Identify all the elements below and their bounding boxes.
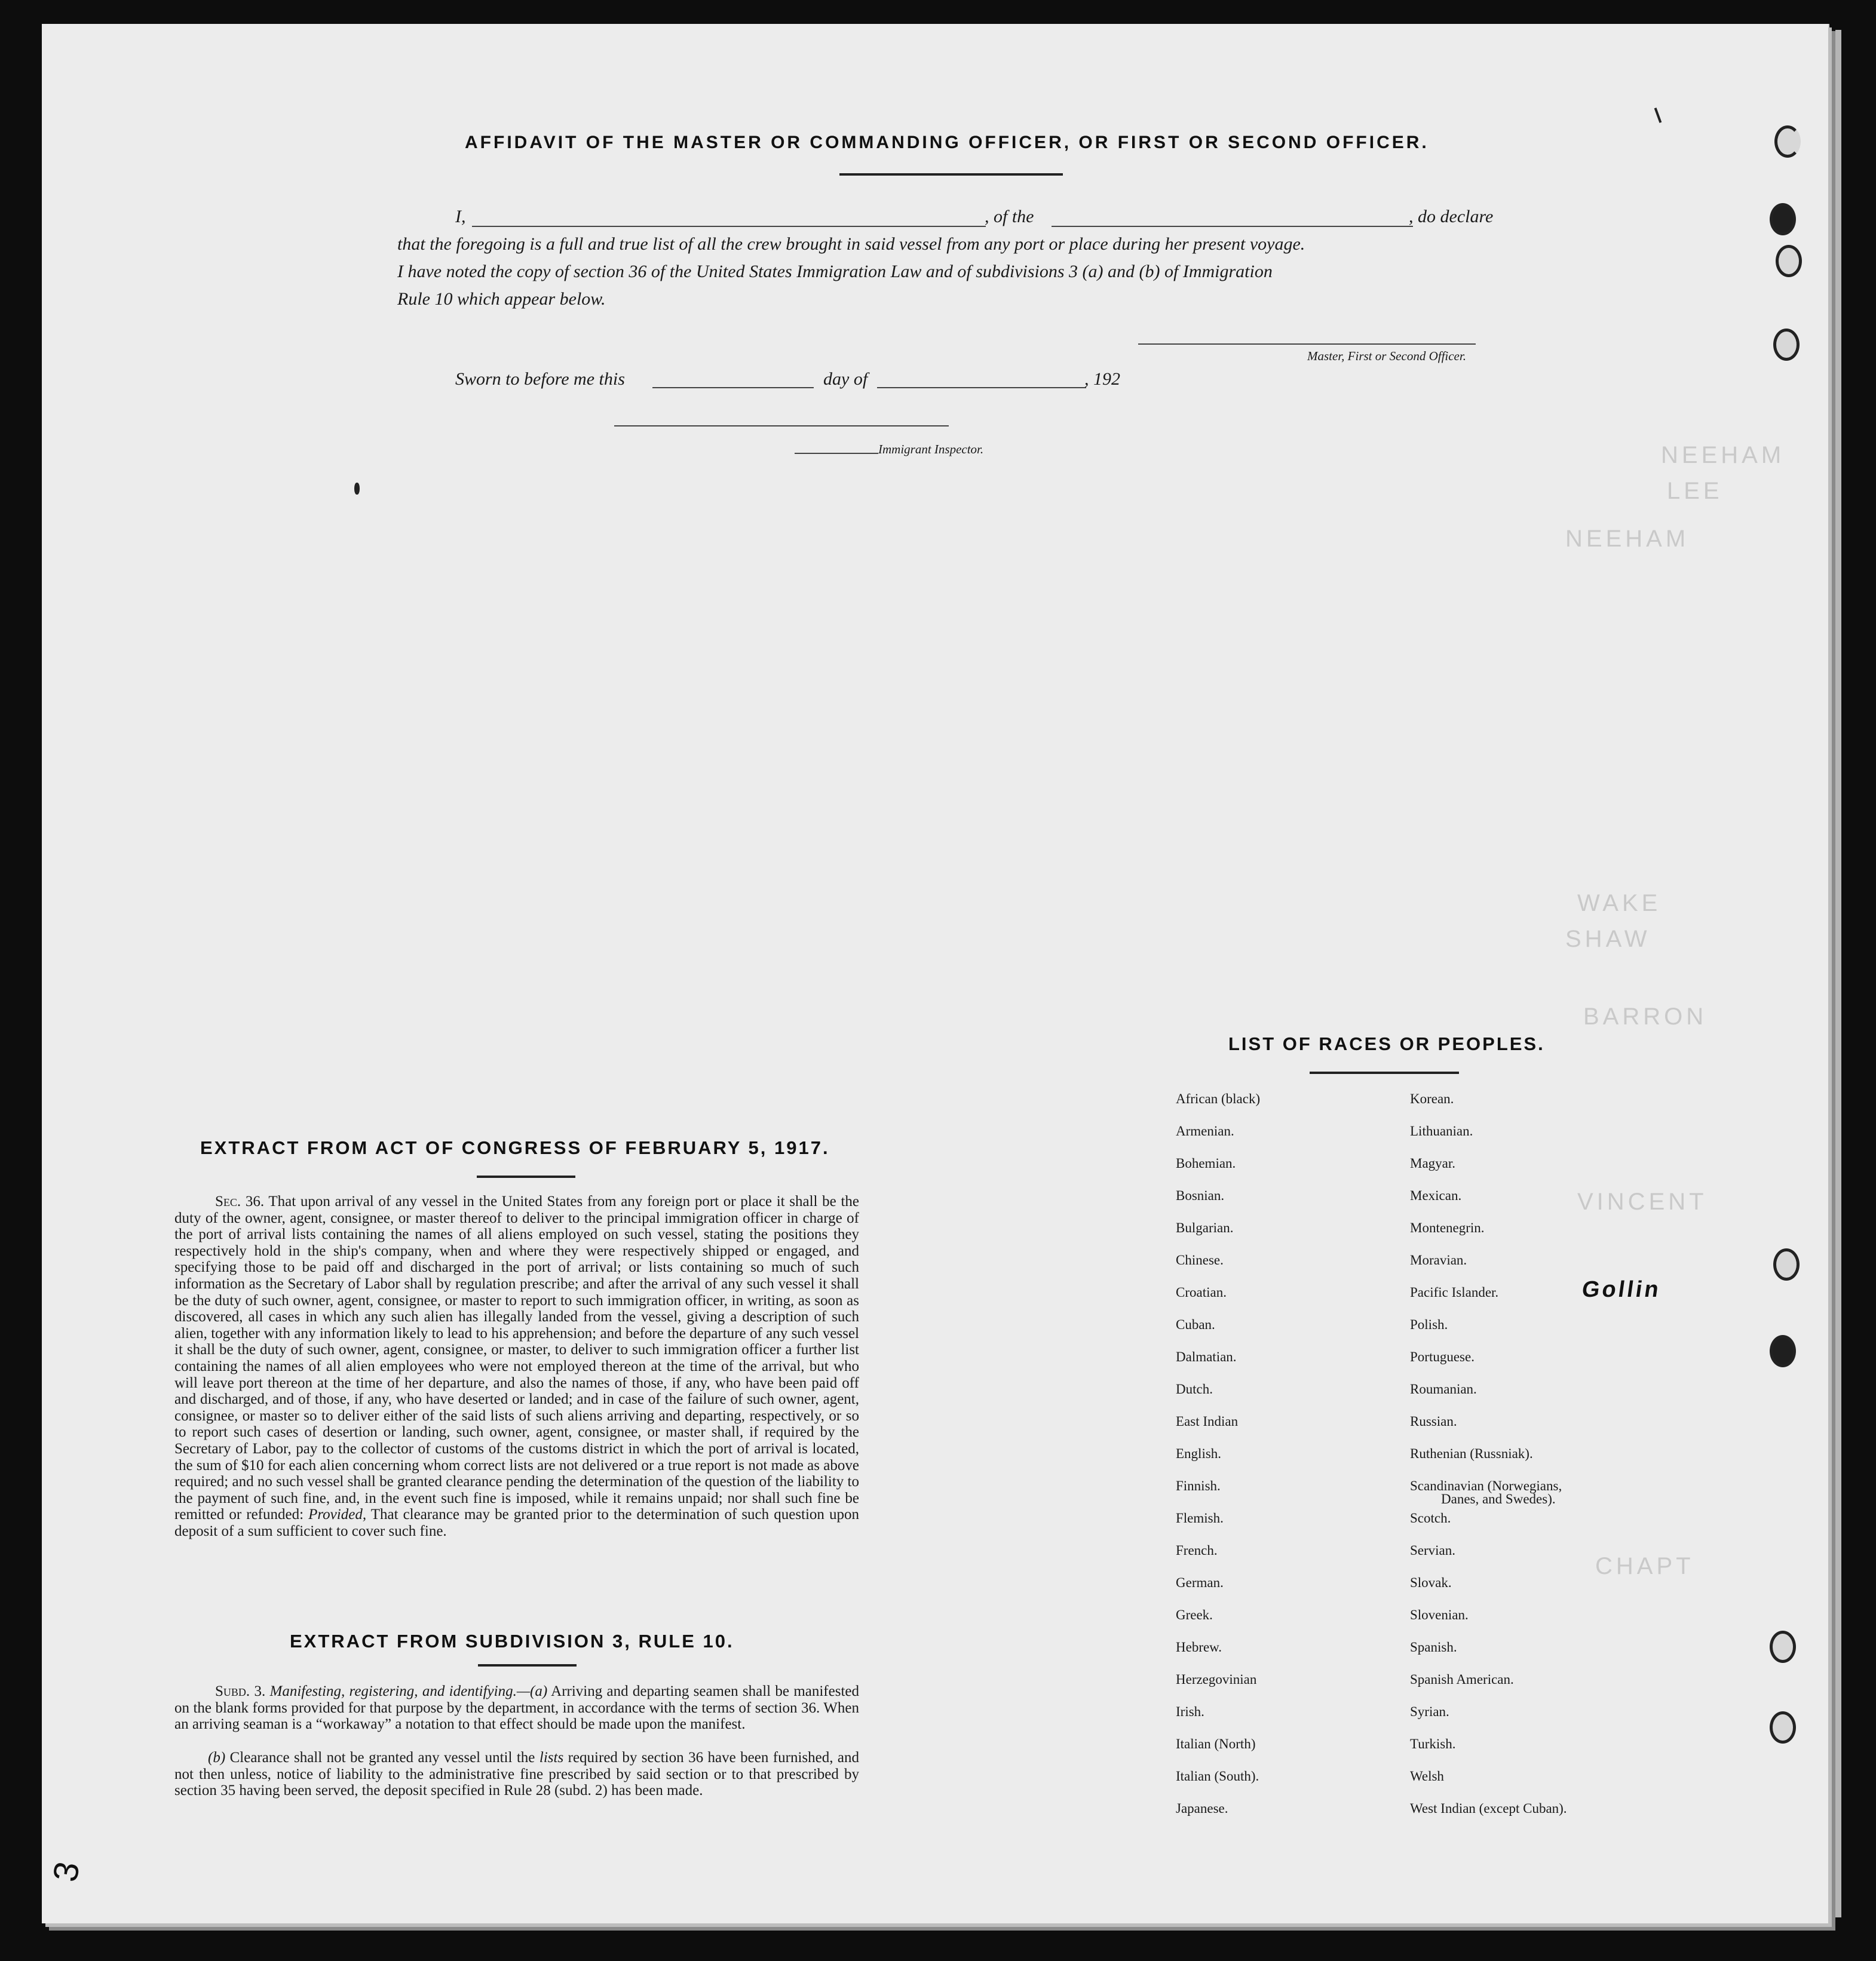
punch-hole xyxy=(1774,125,1801,158)
punch-hole xyxy=(1770,1711,1796,1744)
race-item: Dalmatian. xyxy=(1176,1349,1237,1364)
act-body-part-2: That clearance may be granted prior to the determination of such question upon deposit of a sum sufficient to cover such fine. xyxy=(174,1506,859,1539)
race-item: West Indian (except Cuban). xyxy=(1410,1801,1567,1816)
bleed-through-text: NEEHAM xyxy=(1565,526,1690,552)
punch-hole xyxy=(1776,245,1802,277)
blank-line-day xyxy=(652,387,814,388)
bleed-through-text: NEEHAM xyxy=(1661,442,1785,468)
race-item: Roumanian. xyxy=(1410,1382,1477,1397)
rule-subd-a-text xyxy=(174,1683,859,1733)
race-item: Pacific Islander. xyxy=(1410,1285,1499,1300)
affidavit-line-3: I have noted the copy of section 36 of the United States Immigration Law and of subdivisions 3 (a) and (b) of Immigration xyxy=(397,262,1273,281)
bleed-through-text: LEE xyxy=(1667,478,1723,504)
race-item: Japanese. xyxy=(1176,1801,1228,1816)
race-item: Magyar. xyxy=(1410,1156,1456,1171)
rule-b-lists: lists xyxy=(539,1750,564,1766)
race-item: Ruthenian (Russniak). xyxy=(1410,1446,1533,1461)
race-item: English. xyxy=(1176,1446,1222,1461)
race-item: Italian (South). xyxy=(1176,1769,1259,1784)
race-item: Slovenian. xyxy=(1410,1607,1469,1622)
race-item: Bulgarian. xyxy=(1176,1220,1234,1235)
race-item: German. xyxy=(1176,1575,1224,1590)
inspector-lead-line xyxy=(795,453,878,454)
race-item: Hebrew. xyxy=(1176,1640,1222,1655)
race-item: Montenegrin. xyxy=(1410,1220,1485,1235)
bleed-through-text: VINCENT xyxy=(1577,1189,1708,1215)
affidavit-line-2: that the foregoing is a full and true list of all the crew brought in said vessel from any port or place during her present voyage. xyxy=(397,234,1305,254)
race-item: Greek. xyxy=(1176,1607,1213,1622)
race-item: Moravian. xyxy=(1410,1253,1467,1268)
race-item: African (black) xyxy=(1176,1091,1261,1106)
race-item: Finnish. xyxy=(1176,1478,1221,1493)
race-item: Mexican. xyxy=(1410,1188,1462,1203)
race-scandinavian-continued: Danes, and Swedes). xyxy=(1441,1492,1556,1506)
race-item: Scotch. xyxy=(1410,1511,1451,1526)
punch-hole xyxy=(1773,1248,1800,1281)
race-item: Cuban. xyxy=(1176,1317,1215,1332)
affidavit-heading: AFFIDAVIT OF THE MASTER OR COMMANDING OFFICER, OR FIRST OR SECOND OFFICER. xyxy=(465,133,1429,152)
race-item: Welsh xyxy=(1410,1769,1444,1784)
race-item: Chinese. xyxy=(1176,1253,1224,1268)
inspector-signature-line xyxy=(614,425,949,426)
affidavit-line-4: Rule 10 which appear below. xyxy=(397,289,606,309)
race-item: Servian. xyxy=(1410,1543,1456,1558)
rule-heading-underline xyxy=(478,1664,577,1667)
race-item: Slovak. xyxy=(1410,1575,1452,1590)
race-item: Korean. xyxy=(1410,1091,1454,1106)
races-heading: LIST OF RACES OR PEOPLES. xyxy=(1228,1033,1545,1054)
rule-heading: EXTRACT FROM SUBDIVISION 3, RULE 10. xyxy=(290,1631,734,1652)
rule-subd-b-text xyxy=(174,1750,859,1799)
act-section-label: Sec. 36. xyxy=(215,1193,265,1210)
punch-hole xyxy=(1770,203,1796,235)
race-item: Flemish. xyxy=(1176,1511,1224,1526)
affidavit-i: I, xyxy=(455,207,466,226)
race-item: Herzegovinian xyxy=(1176,1672,1257,1687)
bleed-through-text: SHAW xyxy=(1565,926,1651,952)
race-item: French. xyxy=(1176,1543,1218,1558)
handwritten-margin-name: Gollin xyxy=(1580,1277,1663,1302)
rule-a-text: Arriving and departing seamen shall be manifested on the blank forms provided for that purpose by the department, in accordance with the terms of section 36. When an arriving seaman is a “workaway” a notation to that effect should be made upon the manifest. xyxy=(174,1683,859,1733)
race-item: Scandinavian (Norwegians, xyxy=(1410,1478,1562,1493)
stray-ink-mark xyxy=(354,483,360,495)
race-item: Dutch. xyxy=(1176,1382,1213,1397)
bleed-through-text: WAKE xyxy=(1577,890,1662,916)
sworn-year: , 192 xyxy=(1084,369,1120,389)
rule-a-label: —(a) xyxy=(516,1683,548,1699)
blank-line-month xyxy=(877,387,1086,388)
rule-subd-label: Subd. 3. xyxy=(215,1683,266,1699)
rule-b-text-2: required by section 36 have been furnished, and not then unless, notice of liability to the administrative fine prescribed by said section or to that prescribed by section 35 having been served, the deposit specified in Rule 28 (subd. 2) has been made. xyxy=(174,1750,860,1799)
race-item: Italian (North) xyxy=(1176,1736,1256,1751)
punch-hole xyxy=(1770,1335,1796,1367)
sworn-day-of: day of xyxy=(823,369,868,389)
rule-b-text-1: Clearance shall not be granted any vessel until the xyxy=(229,1750,535,1766)
race-item: Bohemian. xyxy=(1176,1156,1236,1171)
punch-hole xyxy=(1770,1631,1796,1663)
rule-b-label: (b) xyxy=(208,1750,226,1766)
act-provided: Provided, xyxy=(308,1506,367,1523)
rule-subd-title: Manifesting, registering, and identifying. xyxy=(269,1683,517,1699)
bleed-through-text: BARRON xyxy=(1583,1003,1708,1030)
race-item: Polish. xyxy=(1410,1317,1448,1332)
race-item: Portuguese. xyxy=(1410,1349,1475,1364)
act-body-part-1: That upon arrival of any vessel in the United States from any foreign port or place it shall be the duty of the owner, agent, consignee, or master thereof to deliver to the principal immigration officer in charge of the port of arrival lists containing the names of all aliens employed on such vessel, stating the positions they respectively hold in the ship's company, when and where they were respectively shipped or engaged, and specifying those to be paid off and discharged in the port of arrival; or lists containing so much of such information as the Secretary of Labor shall by regulation prescribe; and after the arrival of any such vessel it shall be the duty of such owner, agent, consignee, or master to report to such immigration officer, in writing, as soon as discovered, all cases in which any such alien has illegally landed from the vessel, giving a description of such alien, together with any information likely to lead to his apprehension; and before the departure of any such vessel it shall be the duty of such owner, agent, consignee, or master, to deliver to such immigration officer a further list containing the names of all alien employees who were not employed thereon at the time of the arrival, but who will leave port thereon at the time of her departure, and also the names of those, if any, who have been paid off and discharged, and of those, if any, who have deserted or landed; and in case of the failure of such owner, agent, consignee, or master so to deliver either of the said lists of such aliens arriving and departing, respectively, or so to report such cases of desertion or landing, such owner, agent, consignee, or master shall, if required by the Secretary of Labor, pay to the collector of customs of the customs district in which the port of arrival is located, the sum of $10 for each alien concerning whom correct lists are not delivered or a true report is not made as above required; and no such vessel shall be granted clearance pending the determination of the question of the liability to the payment of such fine, and, in the event such fine is imposed, while it remains unpaid; nor shall such fine be remitted or refunded: xyxy=(174,1193,859,1523)
race-item: Syrian. xyxy=(1410,1704,1449,1719)
act-heading-underline xyxy=(477,1176,575,1178)
act-heading: EXTRACT FROM ACT OF CONGRESS OF FEBRUARY 5, 1917. xyxy=(200,1137,830,1158)
signature-line xyxy=(1138,343,1476,345)
race-item: Russian. xyxy=(1410,1414,1457,1429)
race-item: Spanish American. xyxy=(1410,1672,1514,1687)
act-section-36-text xyxy=(174,1193,859,1539)
race-item: Spanish. xyxy=(1410,1640,1457,1655)
race-item: Bosnian. xyxy=(1176,1188,1225,1203)
race-item: Lithuanian. xyxy=(1410,1124,1473,1138)
race-item: Armenian. xyxy=(1176,1124,1234,1138)
race-item: Croatian. xyxy=(1176,1285,1227,1300)
handwritten-corner-number: 3 xyxy=(45,1858,87,1885)
sworn-prefix: Sworn to before me this xyxy=(455,369,625,389)
races-heading-underline xyxy=(1310,1072,1459,1074)
blank-line-vessel xyxy=(1052,226,1413,227)
affidavit-of-the: , of the xyxy=(985,207,1034,226)
punch-hole xyxy=(1773,329,1800,361)
page-edge-strip xyxy=(1835,30,1841,1917)
race-item: Turkish. xyxy=(1410,1736,1456,1751)
blank-line-name xyxy=(472,226,986,227)
race-item: East Indian xyxy=(1176,1414,1239,1429)
inspector-caption: Immigrant Inspector. xyxy=(878,442,984,456)
signature-caption: Master, First or Second Officer. xyxy=(1307,349,1466,363)
race-item: Irish. xyxy=(1176,1704,1204,1719)
affidavit-declare: , do declare xyxy=(1409,207,1494,226)
heading-underline xyxy=(839,173,1063,176)
bleed-through-text: CHAPT xyxy=(1595,1553,1694,1579)
